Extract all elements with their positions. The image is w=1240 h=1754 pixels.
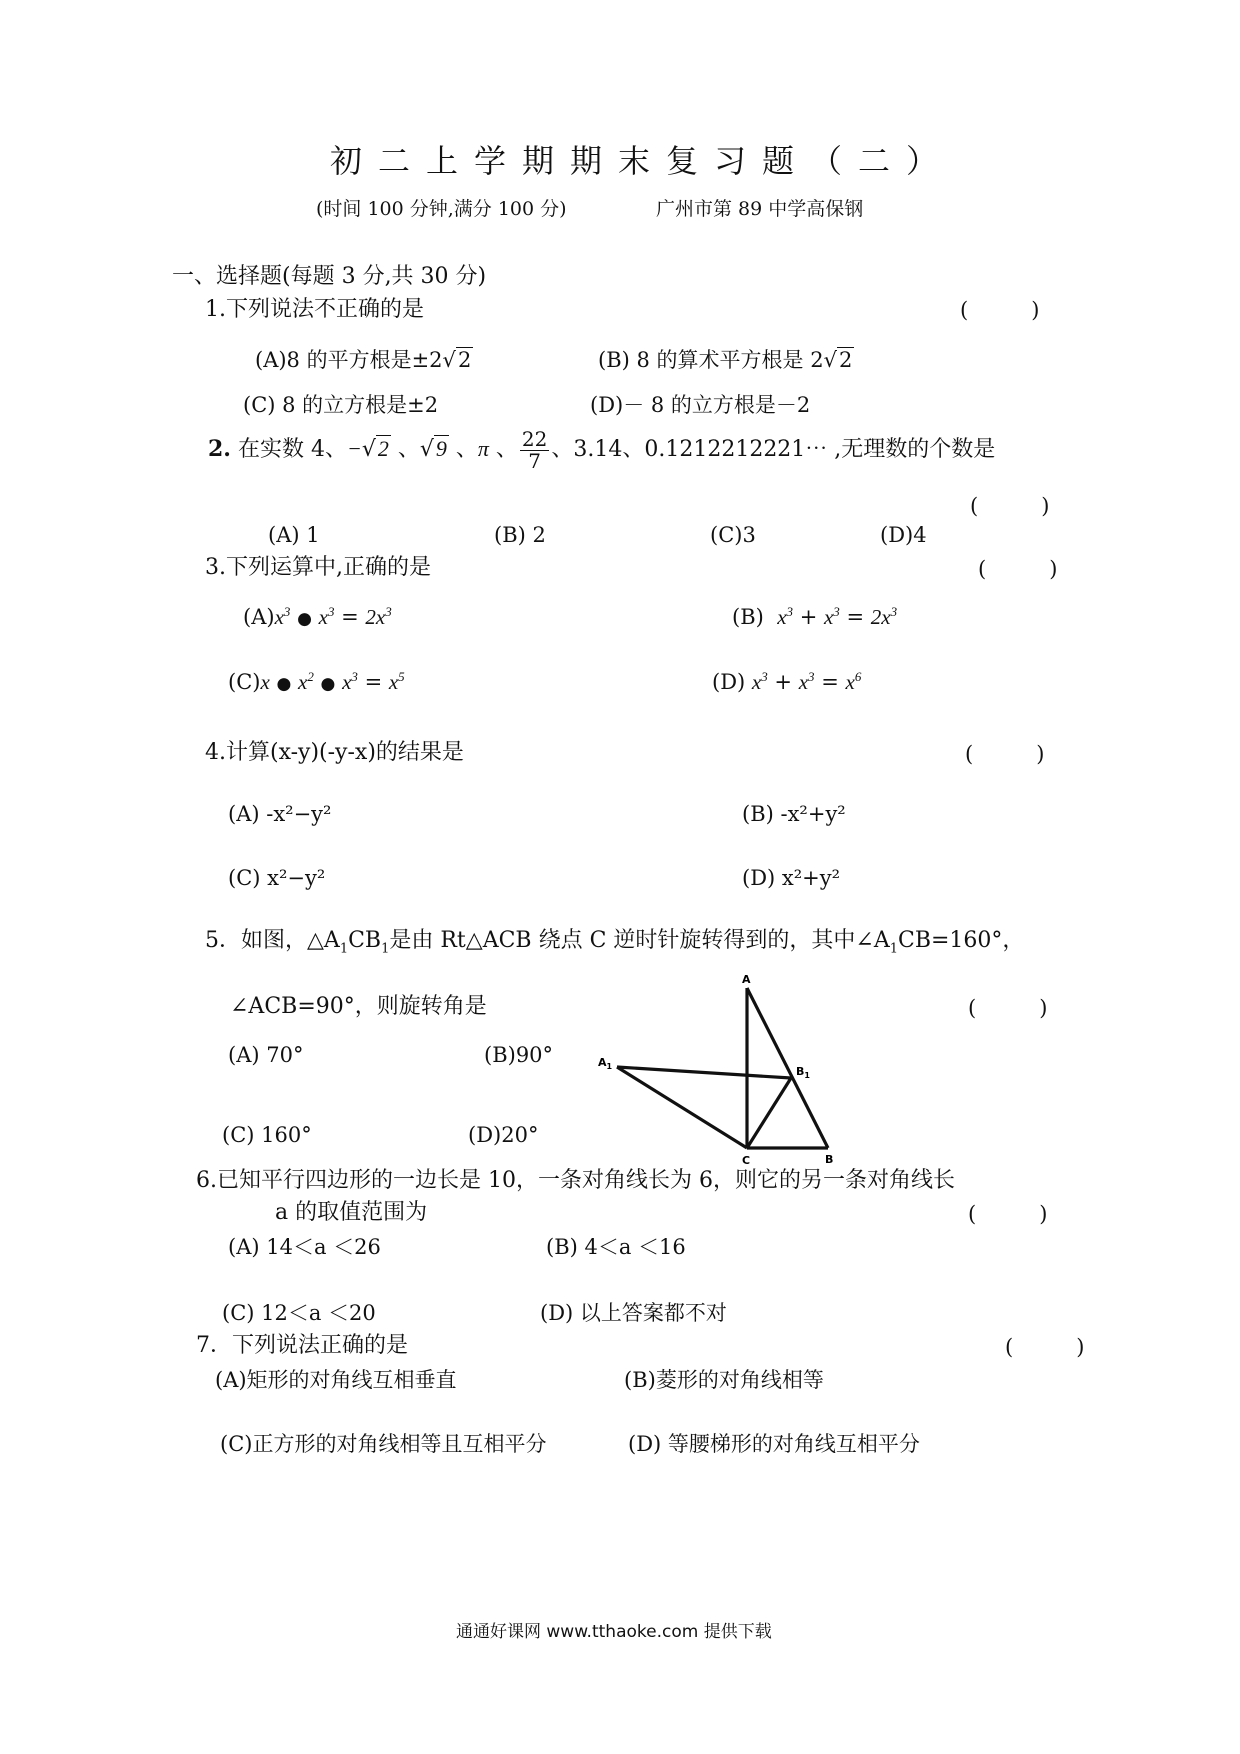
q6-stem-line2: a 的取值范围为 bbox=[275, 1200, 428, 1225]
section-heading: 一、选择题(每题 3 分,共 30 分) bbox=[172, 264, 487, 289]
sqrt-symbol: √9 bbox=[419, 436, 447, 462]
q3-option-b: (B) $x^3 + x^3 = 2x^3$ bbox=[732, 604, 898, 629]
q7-stem: 7．下列说法正确的是 bbox=[196, 1333, 408, 1358]
pi-symbol: π bbox=[477, 436, 489, 461]
q5-option-b: (B)90° bbox=[484, 1043, 554, 1067]
q4-option-b: (B) -x²+y² bbox=[742, 802, 846, 826]
label-b: B bbox=[825, 1153, 834, 1166]
q6-stem: 6.已知平行四边形的一边长是 10，一条对角线长为 6，则它的另一条对角线长 bbox=[196, 1168, 955, 1193]
sqrt-symbol: √2 bbox=[361, 436, 389, 462]
q6-option-a: (A) 14＜a ＜26 bbox=[228, 1235, 381, 1259]
segment-a1c bbox=[617, 1067, 747, 1148]
q4-answer-paren: ( ) bbox=[965, 742, 1045, 766]
q4-option-c: (C) x²−y² bbox=[228, 866, 326, 890]
q5-stem: 5．如图，$\triangle A_1CB_1$是由 Rt△ACB 绕点 C 逆时针旋转得到的，其中$\angle A_1CB=160^\circ$， bbox=[205, 928, 1025, 957]
q7-option-b: (B)菱形的对角线相等 bbox=[624, 1368, 824, 1392]
q3-option-a: $(A)x^3$ ● $x^3 = 2x^3$ bbox=[243, 604, 392, 629]
q1-answer-paren: ( ) bbox=[960, 298, 1040, 322]
q1-option-c: (C) 8 的立方根是±2 bbox=[243, 393, 439, 417]
q1-option-b bbox=[598, 348, 854, 373]
q6-option-b: (B) 4＜a ＜16 bbox=[546, 1235, 686, 1259]
segment-a1b1 bbox=[617, 1067, 791, 1078]
q5-option-a: (A) 70° bbox=[228, 1043, 304, 1067]
q6-answer-paren: ( ) bbox=[968, 1202, 1048, 1226]
footer-credit: 通通好课网 www.tthaoke.com 提供下载 bbox=[456, 1622, 772, 1642]
q3-option-d: (D) $x^3 + x^3 = x^6$ bbox=[712, 669, 862, 694]
segment-ab bbox=[747, 988, 828, 1148]
q2-stem: 2. 在实数 4、−√2 、√9 、π 、 $\frac{22}{7}$ 、3.14、0.1212212221⋯ ,无理数的个数是 bbox=[208, 426, 996, 473]
q3-answer-paren: ( ) bbox=[978, 557, 1058, 581]
q7-option-d: (D) 等腰梯形的对角线互相平分 bbox=[628, 1432, 920, 1456]
q7-option-a: (A)矩形的对角线互相垂直 bbox=[215, 1368, 457, 1392]
q3-option-c: (C)x ● $x^2$ ● $x^3 = x^5$ bbox=[228, 669, 405, 694]
q2-option-b: (B) 2 bbox=[494, 523, 546, 547]
rotation-figure bbox=[590, 970, 850, 1170]
q1-stem: 1.下列说法不正确的是 bbox=[205, 297, 424, 322]
q1-option-d: (D)－ 8 的立方根是－2 bbox=[590, 393, 811, 417]
q2-option-c: (C)3 bbox=[710, 523, 756, 547]
sqrt-symbol: √2 bbox=[823, 348, 853, 372]
q4-option-d: (D) x²+y² bbox=[742, 866, 841, 890]
q5-option-c: (C) 160° bbox=[222, 1123, 312, 1147]
q3-stem: 3.下列运算中,正确的是 bbox=[205, 555, 431, 580]
q2-number: 2. bbox=[208, 436, 231, 462]
q1-option-a-text: (A)8 的平方根是±2 bbox=[255, 348, 443, 372]
q5-option-d: (D)20° bbox=[468, 1123, 539, 1147]
q5-stem-line2: ∠ACB=90°，则旋转角是 bbox=[230, 994, 487, 1019]
fraction: $\frac{22}{7}$ bbox=[521, 426, 548, 473]
q4-option-a: (A) -x²−y² bbox=[228, 802, 332, 826]
label-a1: $A_1$ bbox=[598, 1056, 613, 1071]
label-a: A bbox=[742, 973, 751, 986]
author-line: 广州市第 89 中学高保钢 bbox=[656, 198, 864, 220]
q1-option-b-text: (B) 8 的算术平方根是 2 bbox=[598, 348, 824, 372]
segment-b1c bbox=[747, 1078, 791, 1148]
label-b1: $B_1$ bbox=[796, 1065, 810, 1080]
q7-option-c: (C)正方形的对角线相等且互相平分 bbox=[220, 1432, 547, 1456]
q4-stem: 4.计算(x-y)(-y-x)的结果是 bbox=[205, 740, 464, 765]
q2-option-a: (A) 1 bbox=[268, 523, 320, 547]
q6-option-d: (D) 以上答案都不对 bbox=[540, 1301, 727, 1325]
exam-info: (时间 100 分钟,满分 100 分) bbox=[316, 198, 567, 220]
label-c: C bbox=[742, 1154, 751, 1167]
q7-answer-paren: ( ) bbox=[1005, 1335, 1085, 1359]
q1-option-a bbox=[255, 348, 473, 373]
q6-option-c: (C) 12＜a ＜20 bbox=[222, 1301, 376, 1325]
q2-answer-paren: ( ) bbox=[970, 494, 1050, 518]
exam-title: 初二上学期期末复习题（二） bbox=[330, 142, 955, 180]
q5-answer-paren: ( ) bbox=[968, 996, 1048, 1020]
q2-option-d: (D)4 bbox=[880, 523, 927, 547]
sqrt-symbol: √2 bbox=[442, 348, 472, 372]
